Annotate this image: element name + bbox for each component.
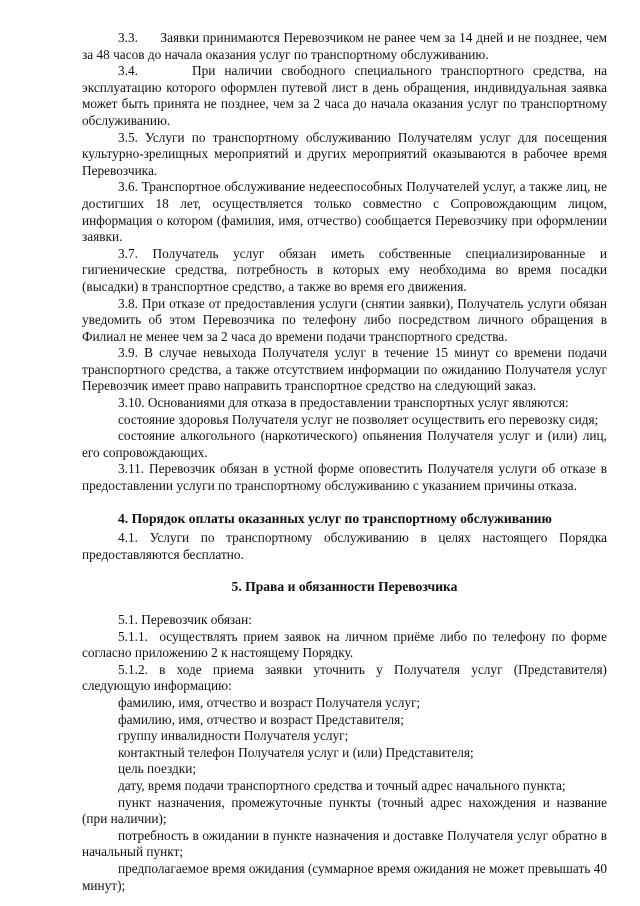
- paragraph-5-1-2: 5.1.2. в ходе приема заявки уточнить у Получателя услуг (Представителя) следующую информацию:: [82, 661, 607, 694]
- list-item: дату, время подачи транспортного средства и точный адрес начального пункта;: [118, 777, 566, 793]
- list-item: цель поездки;: [118, 761, 197, 777]
- paragraph-3-4: 3.4. При наличии свободного специального транспортного средства, на эксплуатацию которого оформлен путевой лист в день обращения, индивидуальная заявка может быть принята не позднее, чем за 2 часа до начала оказания услуг по транспортному обслуживанию.: [82, 63, 607, 128]
- refusal-reason-health: состояние здоровья Получателя услуг не позволяет осуществить его перевозку сидя;: [118, 411, 599, 427]
- spacer: [82, 495, 607, 511]
- list-item: предполагаемое время ожидания (суммарное время ожидания не может превышать 40 минут);: [82, 860, 607, 893]
- paragraph-3-6: 3.6. Транспортное обслуживание недееспособных Получателей услуг, а также лиц, не достигших 18 лет, осуществляется только совместно с Сопровождающим лицом, информация о котором (фамилия, имя, отчество) сообщается Перевозчику при оформлении заявки.: [82, 179, 607, 245]
- paragraph-3-7: 3.7. Получатель услуг обязан иметь собственные специализированные и гигиенические средства, потребность в которых ему необходима во время посадки (высадки) в транспортное средство, а также во время его движения.: [82, 245, 607, 294]
- list-item: группу инвалидности Получателя услуг;: [118, 728, 349, 744]
- paragraph-3-11: 3.11. Перевозчик обязан в устной форме оповестить Получателя услуги об отказе в предоставлении услуги по транспортному обслуживанию с указанием причины отказа.: [82, 461, 607, 494]
- paragraph-3-10: 3.10. Основаниями для отказа в предоставлении транспортных услуг являются:: [118, 395, 569, 411]
- spacer: [82, 563, 607, 579]
- section-5-heading: 5. Права и обязанности Перевозчика: [231, 579, 458, 595]
- list-item: фамилию, имя, отчество и возраст Представителя;: [118, 711, 404, 727]
- spacer: [82, 596, 607, 612]
- list-item: пункт назначения, промежуточные пункты (точный адрес нахождения и название (при наличии);: [82, 794, 607, 827]
- list-item: потребность в ожидании в пункте назначения и доставке Получателя услуг обратно в начальный пункт;: [82, 827, 607, 860]
- section-4-heading: 4. Порядок оплаты оказанных услуг по транспортному обслуживанию: [118, 510, 552, 526]
- paragraph-3-3: 3.3. Заявки принимаются Перевозчиком не ранее чем за 14 дней и не позднее, чем за 48 часов до начала оказания услуг по транспортному обслуживанию.: [82, 30, 607, 62]
- list-item: контактный телефон Получателя услуг и (или) Представителя;: [118, 744, 474, 760]
- refusal-reason-intoxication: состояние алкогольного (наркотического) опьянения Получателя услуг и (или) лиц, его сопровождающих.: [82, 428, 607, 460]
- paragraph-4-1: 4.1. Услуги по транспортному обслуживанию в целях настоящего Порядка предоставляются бесплатно.: [82, 530, 607, 562]
- paragraph-5-1-1: 5.1.1. осуществлять прием заявок на личном приёме либо по телефону по форме согласно приложению 2 к настоящему Порядку.: [82, 628, 607, 661]
- paragraph-3-9: 3.9. В случае невыхода Получателя услуг в течение 15 минут со времени подачи транспортного средства, а также отсутствием информации по ожиданию Получателя услуг Перевозчик имеет право направить транспортное средство на следующий заказ.: [82, 345, 607, 394]
- list-item: фамилию, имя, отчество и возраст Получателя услуг;: [118, 694, 421, 710]
- paragraph-3-5: 3.5. Услуги по транспортному обслуживанию Получателям услуг для посещения культурно-зрелищных мероприятий и других мероприятий оказываются в рабочее время Перевозчика.: [82, 129, 607, 178]
- paragraph-5-1: 5.1. Перевозчик обязан:: [118, 612, 252, 627]
- paragraph-3-8: 3.8. При отказе от предоставления услуги (снятии заявки), Получатель услуги обязан уведомить об этом Перевозчика по телефону либо посредством личного обращения в Филиал не менее чем за 2 часа до времени подачи транспортного средства.: [82, 295, 607, 344]
- document-page: [82, 30, 607, 894]
